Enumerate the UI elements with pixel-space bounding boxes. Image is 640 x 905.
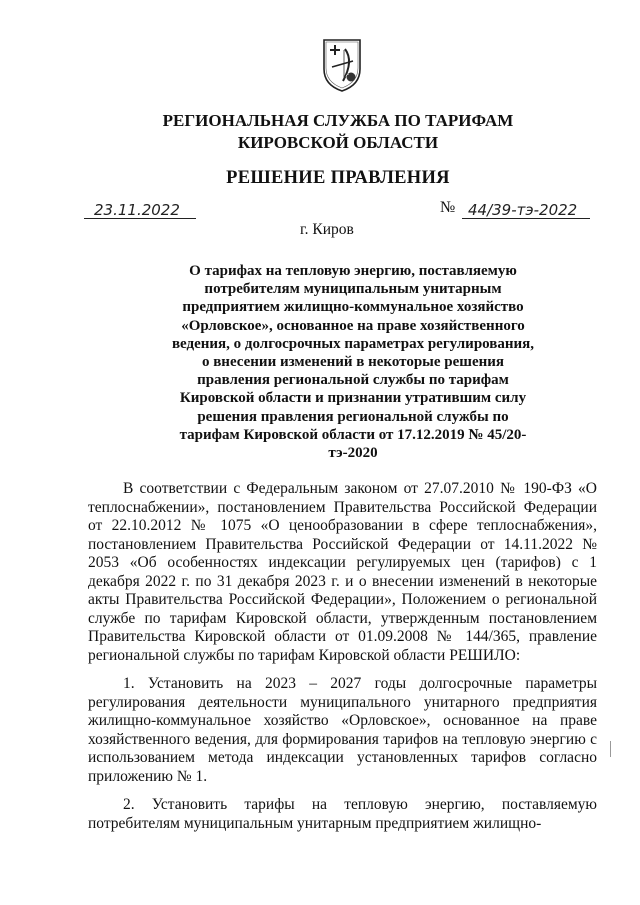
preamble-paragraph: В соответствии с Федеральным законом от 27.07.2010 № 190-ФЗ «О теплоснабжении», постановлением Правительства Российской Федерации от 22.10.2012 № 1075 «О ценообразовании в сфере теплоснабжения», постановлением Правительства Российской Федерации от 14.11.2022 № 2053 «Об особенностях индексации регулируемых цен (тарифов) с 1 декабря 2022 г. по 31 декабря 2023 г. и о внесении изменений в некоторые акты Правительства Российской Федерации», Положением о региональной службе по тарифам Кировской области, утвержденным постановлением Правительства Кировской области от 01.09.2008 № 144/365, правление региональной службы по тарифам Кировской области РЕШИЛО: [88,480,597,664]
number-label: № [440,199,456,216]
agency-name-line-2: КИРОВСКОЙ ОБЛАСТИ [237,133,439,152]
decision-date: 23.11.2022 [94,201,180,219]
date-field [84,200,196,219]
item-2-paragraph: 2. Установить тарифы на тепловую энергию, поставляемую потребителям муниципальным унитарным предприятием жилищно- [88,796,597,832]
city-label: г. Киров [300,221,354,238]
agency-name-line-1: РЕГИОНАЛЬНАЯ СЛУЖБА ПО ТАРИФАМ [162,111,514,130]
margin-mark [610,741,611,757]
agency-name [0,110,640,154]
decision-body [88,480,597,833]
decision-subject: О тарифах на тепловую энергию, поставляемую потребителям муниципальным унитарным предприятием жилищно-коммунальное хозяйство «Орловское», основанное на праве хозяйственного ведения, о долгосрочных параметрах регулирования, о внесении изменений в некоторые решения правления региональной службы по тарифам Кировской области и признании утратившим силу решения правления региональной службы по тарифам Кировской области от 17.12.2019 № 45/20-тэ-2020 [171,263,535,462]
decision-number: 44/39-тэ-2022 [468,201,578,219]
item-1-paragraph: 1. Установить на 2023 – 2027 годы долгосрочные параметры регулирования деятельности муниципального унитарного предприятия жилищно-коммунальное хозяйство «Орловское», основанное на праве хозяйственного ведения, для формирования тарифов на тепловую энергию с использованием метода индексации установленных тарифов согласно приложению № 1. [88,675,597,785]
kirov-oblast-coat-of-arms-icon [321,37,363,93]
document-type-title: РЕШЕНИЕ ПРАВЛЕНИЯ [226,168,450,188]
number-field [462,200,590,219]
